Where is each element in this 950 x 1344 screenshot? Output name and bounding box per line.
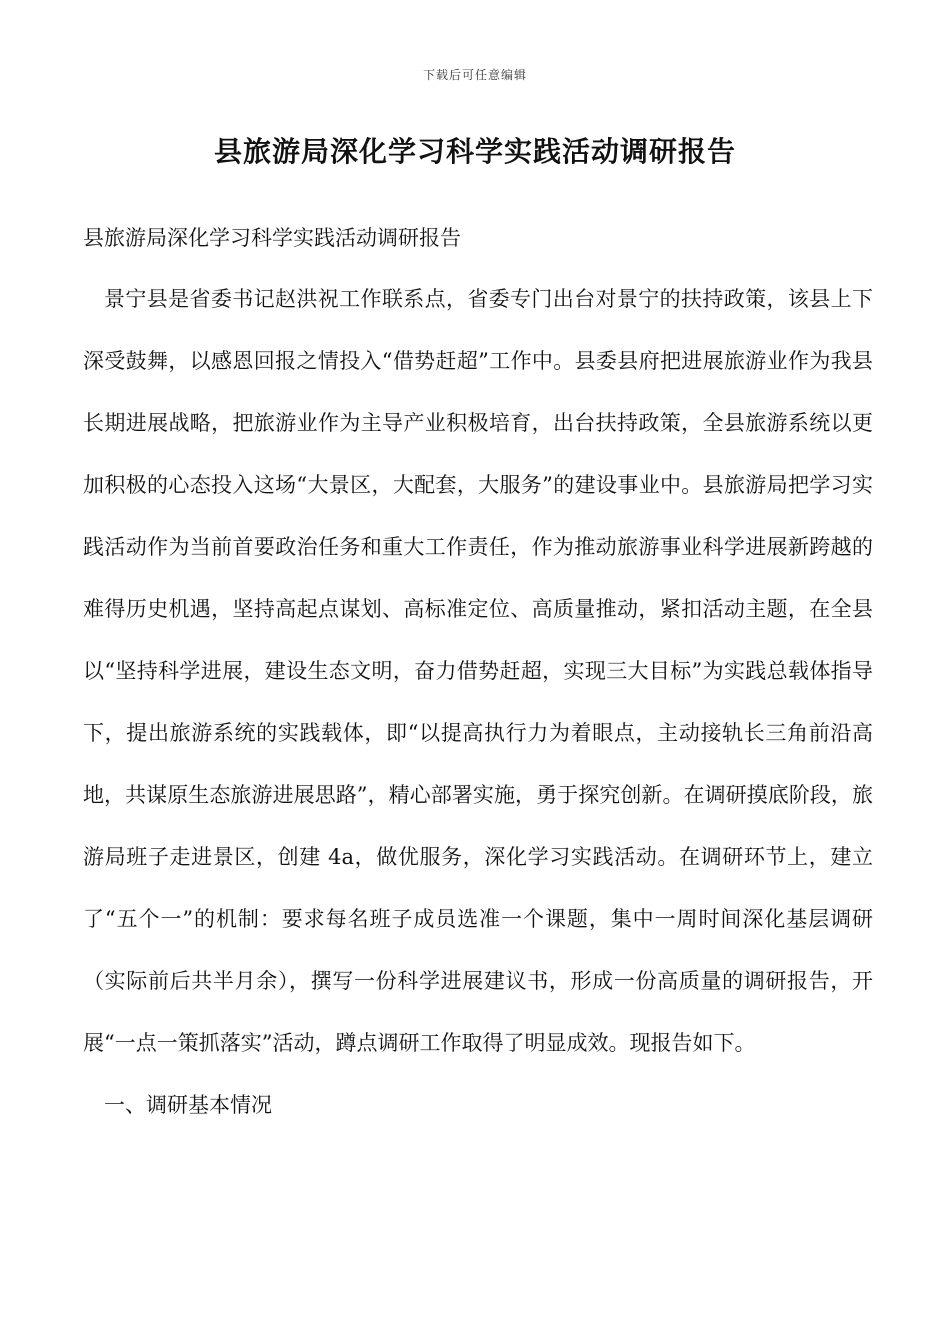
document-title: 县旅游局深化学习科学实践活动调研报告 <box>213 135 736 168</box>
section-heading: 一、调研基本情况 <box>104 1093 272 1117</box>
body-paragraph: 景宁县是省委书记赵洪祝工作联系点，省委专门出台对景宁的扶持政策，该县上下深受鼓舞，以感恩回报之情投入“借势赶超”工作中。县委县府把进展旅游业作为我县长期进展战略，把旅游业作为主导产业积极培育，出台扶持政策，全县旅游系统以更加积极的心态投入这场“大景区，大配套，大服务”的建设事业中。县旅游局把学习实践活动作为当前首要政治任务和重大工作责任，作为推动旅游事业科学进展新跨越的难得历史机遇，坚持高起点谋划、高标准定位、高质量推动，紧扣活动主题，在全县以“坚持科学进展，建设生态文明，奋力借势赶超，实现三大目标”为实践总载体指导下，提出旅游系统的实践载体，即“以提高执行力为着眼点，主动接轨长三角前沿高地，共谋原生态旅游进展思路”，精心部署实施，勇于探究创新。在调研摸底阶段，旅游局班子走进景区，创建 4a，做优服务，深化学习实践活动。在调研环节上，建立了“五个一”的机制：要求每名班子成员选准一个课题，集中一周时间深化基层调研（实际前后共半月余），撰写一份科学进展建议书，形成一份高质量的调研报告，开展“一点一策抓落实”活动，蹲点调研工作取得了明显成效。现报告如下。 <box>83 287 873 1055</box>
page-header-note: 下载后可任意编辑 <box>422 68 527 82</box>
document-body <box>83 220 873 1136</box>
document-subtitle: 县旅游局深化学习科学实践活动调研报告 <box>83 226 461 250</box>
spacer <box>83 256 873 268</box>
